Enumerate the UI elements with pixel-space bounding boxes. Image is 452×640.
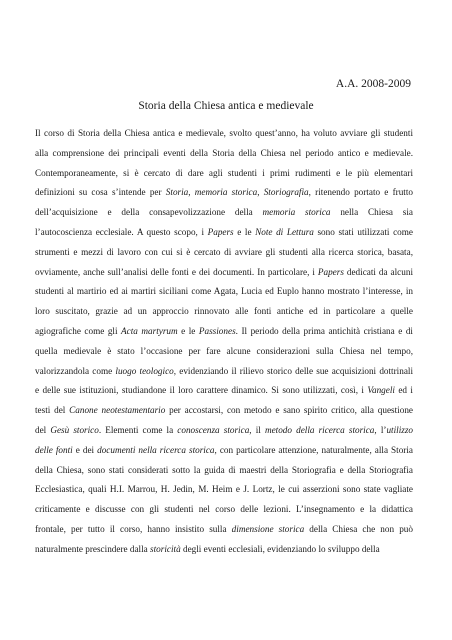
text-run: , ritenendo portato e frutto — [308, 187, 414, 198]
text-line — [35, 183, 413, 203]
text-line — [35, 480, 413, 500]
italic-term: dimensione storica — [231, 523, 305, 534]
text-line — [35, 263, 413, 283]
text-run: studenti al martirio ed ai martiri siciliani come Agata, Lucia ed Euplo hanno mostrato l’interesse, in — [35, 286, 413, 297]
italic-term: Passiones — [198, 325, 236, 336]
italic-term: Papers — [207, 226, 234, 237]
text-run: Contemporaneamente, si è cercato di dare agli studenti i primi rudimenti e le più elementari — [35, 167, 413, 178]
text-line — [35, 421, 413, 441]
text-run: . Il periodo della prima antichità cristiana e di — [235, 325, 413, 336]
text-run: nella Chiesa sia — [330, 207, 413, 218]
text-run: del — [35, 424, 51, 435]
text-line — [35, 164, 413, 184]
text-line — [35, 282, 413, 302]
text-run: , — [188, 187, 195, 198]
body-text — [35, 124, 413, 560]
text-run: e le — [233, 226, 256, 237]
text-run: alla comprensione dei principali eventi della Storia della Chiesa nel periodo antico e medievale. — [35, 147, 413, 158]
document-title: Storia della Chiesa antica e medievale — [138, 100, 314, 112]
text-run: agiografiche come gli — [35, 325, 122, 336]
text-run: frontale, per tutto il corso, hanno insistito sulla — [35, 523, 232, 534]
text-line — [35, 461, 413, 481]
text-run: quella medievale è stato l’occasione per fare alcune considerazioni sulla Chiesa nel tempo, — [35, 345, 413, 356]
text-run: testi del — [35, 405, 70, 416]
text-run: ovviamente, anche sull’analisi delle fonti e dei documenti. In particolare, i — [35, 266, 318, 277]
text-run: per accostarsi, con metodo e sano spirito critico, alla questione — [165, 405, 413, 416]
text-run: , il — [249, 424, 265, 435]
text-line — [35, 381, 413, 401]
italic-term: Storia — [165, 187, 189, 198]
text-line — [35, 342, 413, 362]
text-line — [35, 144, 413, 164]
text-line — [35, 401, 413, 421]
italic-term: Vangeli — [367, 385, 395, 396]
text-run: dedicati da alcuni — [343, 266, 413, 277]
italic-term: Acta martyrum — [121, 325, 178, 336]
text-run: degli eventi ecclesiali, evidenziando lo sviluppo della — [180, 543, 380, 554]
text-run: definizioni su cosa s’intende per — [35, 187, 166, 198]
text-line — [35, 302, 413, 322]
text-line — [35, 362, 413, 382]
text-line — [35, 441, 413, 461]
text-run: l’autocoscienza ecclesiale. A questo scopo, i — [35, 226, 208, 237]
text-run: sono stati utilizzati come — [313, 226, 413, 237]
italic-term: Storiografia — [263, 187, 309, 198]
italic-term: memoria storica — [194, 187, 258, 198]
text-run: , evidenziando il rilievo storico delle sue acquisizioni dottrinali — [173, 365, 414, 376]
text-run: , — [257, 187, 264, 198]
text-run: loro suscitato, grazie ad un approccio rinnovato alle fonti antiche ed in particolare a quelle — [35, 306, 413, 317]
text-run: criticamente e discusse con gli studenti nel corso delle lezioni. L’insegnamento e la didattica — [35, 504, 413, 515]
text-run: dell’acquisizione e della consapevolizzazione della — [35, 207, 263, 218]
text-line — [35, 223, 413, 243]
text-run: e le — [177, 325, 199, 336]
text-run: e dei — [72, 444, 98, 455]
italic-term: documenti nella ricerca storica — [97, 444, 215, 455]
text-run: , con particolare attenzione, naturalmente, alla Storia — [214, 444, 413, 455]
text-run: Il corso di Storia della Chiesa antica e medievale, svolto quest’anno, ha voluto avviare gli studenti — [35, 128, 413, 138]
italic-term: luogo teologico — [115, 365, 174, 376]
text-run: naturalmente prescindere dalla — [35, 543, 151, 554]
italic-term: Gesù storico — [50, 424, 99, 435]
italic-term: Canone neotestamentario — [69, 405, 166, 416]
text-run: della Chiesa, sono stati considerati sotto la guida di maestri della Storiografia e della Storiografia — [35, 464, 413, 475]
italic-term: conoscenza storica — [177, 424, 250, 435]
text-line — [35, 124, 413, 144]
italic-term: memoria storica — [262, 207, 331, 218]
text-line — [35, 243, 413, 263]
text-run: valorizzandola come — [35, 365, 116, 376]
text-run: e delle sue istituzioni, studiandone il loro carattere dinamico. Si sono utilizzati, così, i — [35, 385, 368, 396]
italic-term: Note di Lettura — [255, 226, 314, 237]
text-run: strumenti e mezzi di lavoro con cui si è cercato di avviare gli studenti alla ricerca storica, basata, — [35, 246, 413, 257]
text-run: Ecclesiastica, quali H.I. Marrou, H. Jedin, M. Heim e J. Lortz, le cui asserzioni sono state vagliate — [35, 484, 413, 495]
text-run: . Elementi come la — [98, 424, 178, 435]
academic-year: A.A. 2008-2009 — [335, 78, 411, 90]
italic-term: metodo della ricerca storica — [264, 424, 375, 435]
italic-term: utilizzo — [386, 424, 413, 435]
text-line — [35, 540, 413, 560]
text-line — [35, 203, 413, 223]
text-run: , l’ — [374, 424, 387, 435]
text-run: ed i — [394, 385, 413, 396]
italic-term: Papers — [317, 266, 344, 277]
text-run: della Chiesa che non può — [304, 523, 413, 534]
italic-term: storicità — [150, 543, 181, 554]
text-line — [35, 500, 413, 520]
text-line — [35, 520, 413, 540]
italic-term: delle fonti — [35, 444, 73, 455]
text-line — [35, 322, 413, 342]
